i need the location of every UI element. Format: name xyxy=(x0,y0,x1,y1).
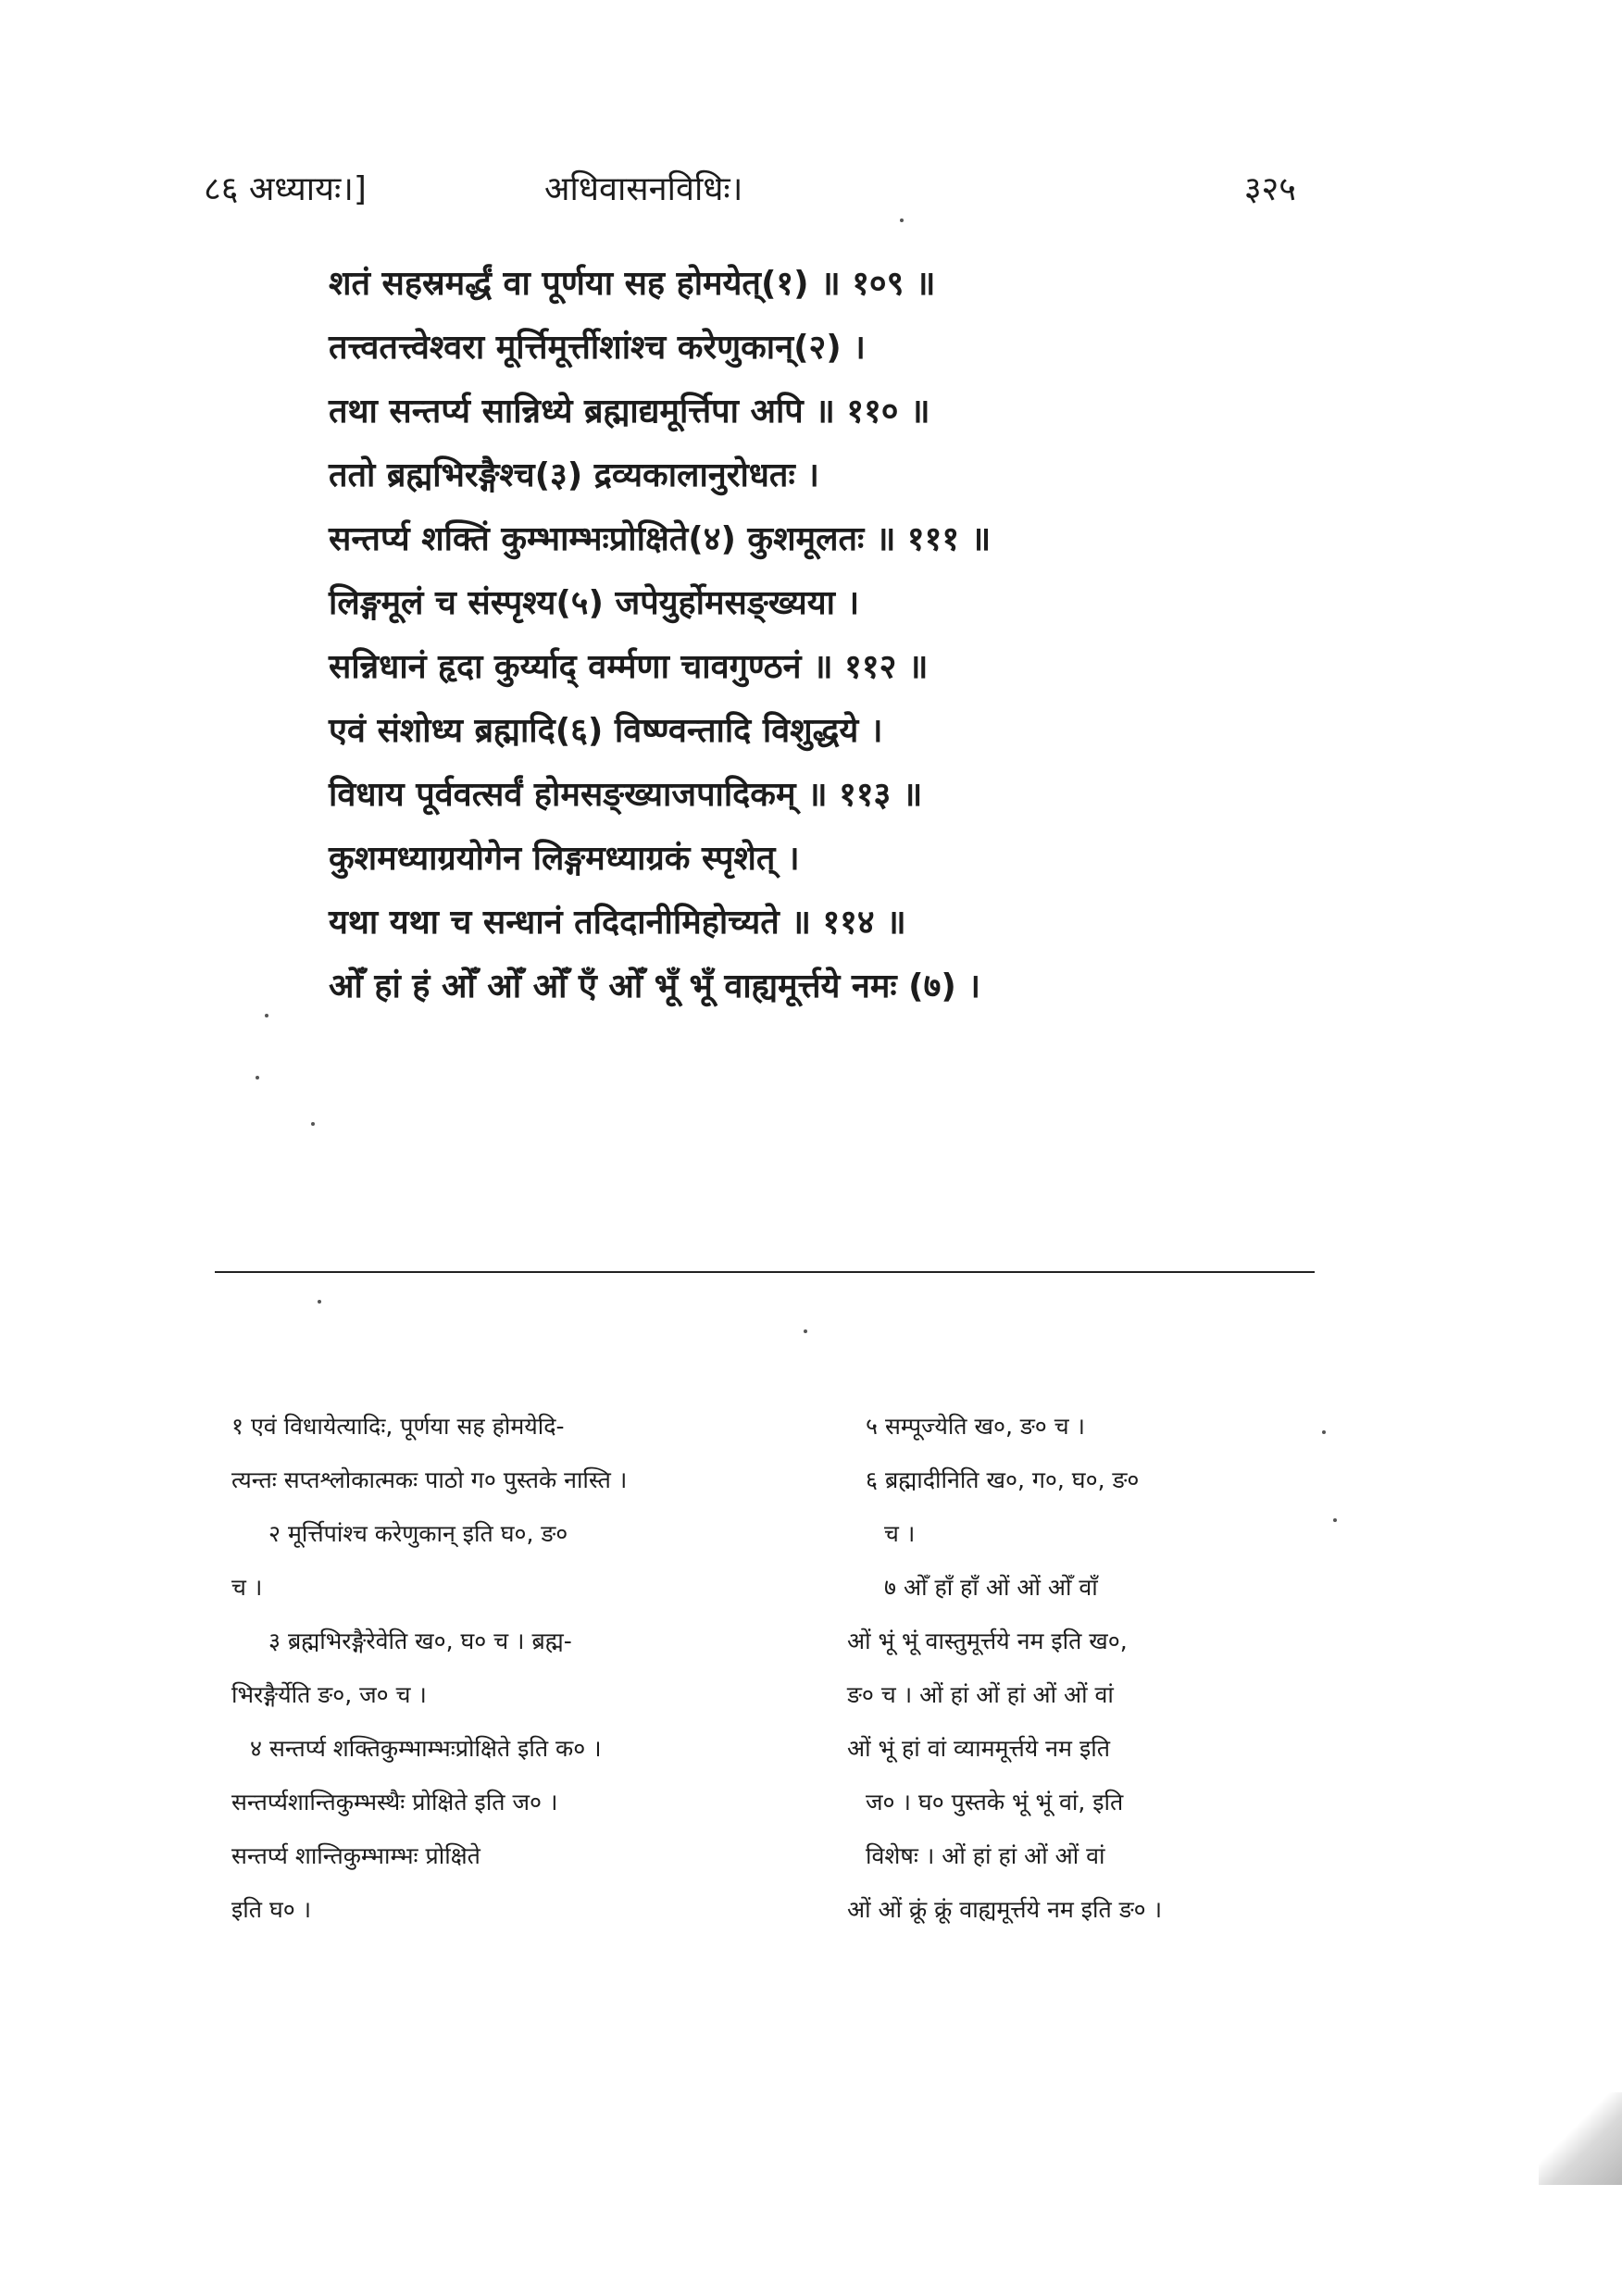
scan-speck xyxy=(1333,1518,1337,1522)
footnotes-right-column xyxy=(847,1400,1347,1937)
scan-speck xyxy=(318,1300,321,1304)
verse-line: सन्निधानं हृदा कुर्य्याद् वर्म्मणा चावगुण्ठनं ॥ ११२ ॥ xyxy=(329,648,929,686)
footnote-line: इति घ० । xyxy=(231,1896,312,1923)
chapter-label: ८६ अध्यायः।] xyxy=(204,170,367,208)
footnote-line: ओं भूं भूं वास्तुमूर्त्तये नम इति ख०, xyxy=(847,1628,1128,1654)
verse-line: सन्तर्प्य शक्तिं कुम्भाम्भःप्रोक्षिते(४) कुशमूलतः ॥ १११ ॥ xyxy=(329,520,992,558)
footnote-line: विशेषः । ओं हां हां ओं ओं वां xyxy=(866,1842,1105,1869)
footnote-line: त्यन्तः सप्तश्लोकात्मकः पाठो ग० पुस्तके नास्ति । xyxy=(231,1466,628,1493)
scan-speck xyxy=(900,218,904,222)
verse-line: ततो ब्रह्मभिरङ्गैश्च(३) द्रव्यकालानुरोधतः । xyxy=(329,456,819,494)
scan-speck xyxy=(804,1329,807,1333)
verse-line: एवं संशोध्य ब्रह्मादि(६) विष्ण्वन्तादि विशुद्धये । xyxy=(329,712,883,750)
footnote-line: ङ० च । ओं हां ओं हां ओं ओं वां xyxy=(847,1681,1114,1708)
footnote-line: २ मूर्त्तिपांश्च करेणुकान् इति घ०, ङ० xyxy=(268,1520,568,1547)
verse-line: तथा सन्तर्प्य सान्निध्ये ब्रह्माद्यमूर्त्तिपा अपि ॥ ११० ॥ xyxy=(329,393,930,430)
verse-line: कुशमध्याग्रयोगेन लिङ्गमध्याग्रकं स्पृशेत् । xyxy=(329,840,800,878)
footnote-line: सन्तर्प्य शान्तिकुम्भाम्भः प्रोक्षिते xyxy=(231,1842,480,1869)
footnote-line: ओं ओं क्रूं क्रूं वाह्यमूर्त्तये नम इति ङ० । xyxy=(847,1896,1163,1923)
footnote-line: ५ सम्पूज्येति ख०, ङ० च । xyxy=(866,1413,1086,1440)
verse-line: यथा यथा च सन्धानं तदिदानीमिहोच्यते ॥ ११४ ॥ xyxy=(329,904,906,942)
scan-speck xyxy=(256,1076,259,1079)
footnote-line: ६ ब्रह्मादीनिति ख०, ग०, घ०, ङ० xyxy=(866,1466,1140,1493)
page-number: ३२५ xyxy=(1243,170,1296,208)
footnotes-left-column xyxy=(231,1400,824,1937)
page-header xyxy=(0,165,1622,220)
verse-line: लिङ्गमूलं च संस्पृश्य(५) जपेयुर्होमसङ्ख्यया । xyxy=(329,584,860,622)
verse-line: विधाय पूर्ववत्सर्वं होमसङ्ख्याजपादिकम् ॥ ११३ ॥ xyxy=(329,776,923,814)
footnote-line: च । xyxy=(231,1574,263,1601)
footnote-divider xyxy=(215,1271,1315,1273)
footnote-line: ४ सन्तर्प्य शक्तिकुम्भाम्भःप्रोक्षिते इति क० । xyxy=(250,1735,602,1762)
footnote-line: ज० । घ० पुस्तके भूं भूं वां, इति xyxy=(866,1789,1124,1816)
footnote-line: १ एवं विधायेत्यादिः, पूर्णया सह होमयेदि- xyxy=(231,1413,565,1440)
scan-speck xyxy=(265,1014,268,1017)
footnote-line: सन्तर्प्यशान्तिकुम्भस्थैः प्रोक्षिते इति ज० । xyxy=(231,1789,558,1816)
scan-corner-shadow xyxy=(1539,2092,1622,2185)
verse-line: ओँ हां हं ओँ ओँ ओँ एँ ओँ भूँ भूँ वाह्यमूर्त्तये नमः (७) । xyxy=(329,967,980,1005)
footnote-line: ३ ब्रह्मभिरङ्गैरेवेति ख०, घ० च । ब्रह्म- xyxy=(268,1628,572,1654)
scan-speck xyxy=(1322,1430,1326,1434)
verse-line: शतं सहस्रमर्द्धं वा पूर्णया सह होमयेत्(१) ॥ १०९ ॥ xyxy=(329,265,936,303)
footnote-line: भिरङ्गैर्येति ङ०, ज० च । xyxy=(231,1681,427,1708)
verse-block xyxy=(329,252,1393,1018)
footnote-line: ७ ओँ हाँ हाँ ओं ओं ओँ वाँ xyxy=(884,1574,1098,1601)
page-title: अधिवासनविधिः। xyxy=(544,170,743,208)
verse-line: तत्त्वतत्त्वेश्वरा मूर्त्तिमूर्त्तीशांश्च करेणुकान्(२) । xyxy=(329,329,866,367)
footnote-line: च । xyxy=(884,1520,916,1547)
scan-speck xyxy=(311,1122,315,1126)
footnote-line: ओं भूं हां वां व्याममूर्त्तये नम इति xyxy=(847,1735,1110,1762)
